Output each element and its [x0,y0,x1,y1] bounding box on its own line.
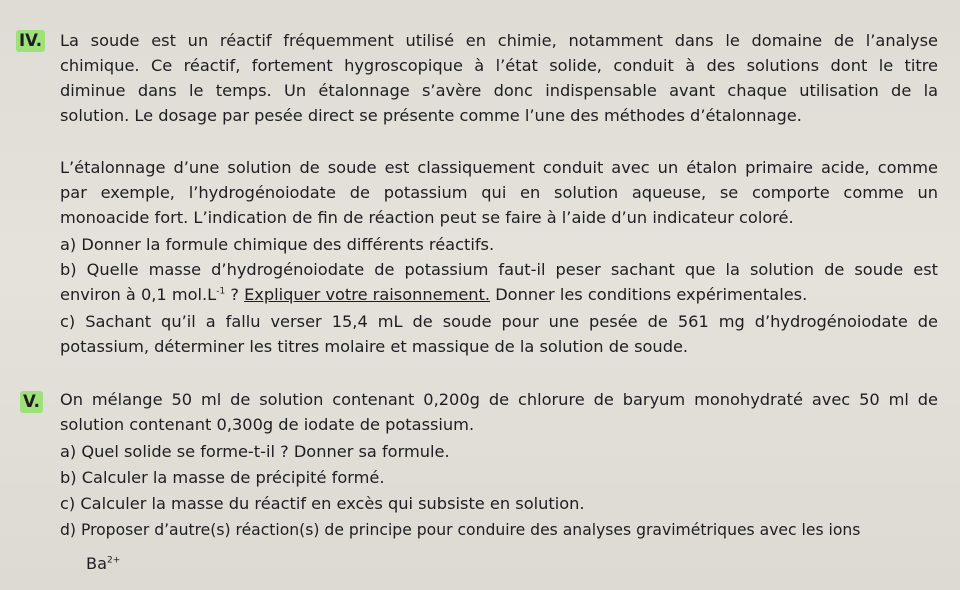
exercise-iv-intro-line-4: solution. Le dosage par pesée direct se présente comme l’une des méthodes d’étalonnage. [60,106,802,125]
exercise-v-question-c: c) Calculer la masse du réactif en excès qui subsiste en solution. [60,494,585,513]
question-b-text-mid: ? [225,285,245,304]
unit-exponent: -1 [216,286,226,297]
exercise-iv-intro-line-2: chimique. Ce réactif, fortement hygroscopique à l’état solide, conduit à des solutions dont le titre [60,56,938,75]
question-b-text-post: Donner les conditions expérimentales. [490,285,808,304]
exercise-v-question-a: a) Quel solide se forme-t-il ? Donner sa formule. [60,442,450,461]
exercise-v-number: V. [20,391,43,413]
exercise-iv-para2-line-2: par exemple, l’hydrogénoiodate de potassium qui en solution aqueuse, se comporte comme un [60,183,938,202]
exercise-iv-question-a: a) Donner la formule chimique des différents réactifs. [60,235,495,254]
barium-ion-formula [86,553,938,575]
exercise-iv-intro-line-3: diminue dans le temps. Un étalonnage s’avère donc indispensable avant chaque utilisation de la [60,81,938,100]
ion-charge: 2+ [107,555,121,566]
exercise-iv-intro-line-1: La soude est un réactif fréquemment utilisé en chimie, notamment dans le domaine de l’analyse [60,31,938,50]
ion-symbol: Ba [86,554,108,573]
exercise-iv-question-b-line-2 [60,284,938,306]
exercise-v-intro-line-2: solution contenant 0,300g de iodate de potassium. [60,415,475,434]
exercise-iv-question-c-line-2: potassium, déterminer les titres molaire et massique de la solution de soude. [60,337,689,356]
question-b-underlined-instruction: Expliquer votre raisonnement. [244,285,491,304]
exercise-iv-question-c-line-1: c) Sachant qu’il a fallu verser 15,4 mL de soude pour une pesée de 561 mg d’hydrogénoiodate de [60,312,938,331]
exercise-iv-question-b-line-1: b) Quelle masse d’hydrogénoiodate de potassium faut-il peser sachant que la solution de soude est [60,260,938,279]
question-b-text-pre: environ à 0,1 mol.L [60,285,217,304]
exercise-v-question-d: d) Proposer d’autre(s) réaction(s) de principe pour conduire des analyses gravimétriques avec les ions [60,521,861,539]
exercise-iv-para2-line-3: monoacide fort. L’indication de fin de réaction peut se faire à l’aide d’un indicateur coloré. [60,208,794,227]
exercise-v-intro-line-1: On mélange 50 ml de solution contenant 0,200g de chlorure de baryum monohydraté avec 50 ml de [60,390,938,409]
exercise-iv-number: IV. [16,30,45,52]
exercise-iv-para2-line-1: L’étalonnage d’une solution de soude est classiquement conduit avec un étalon primaire acide, comme [60,158,938,177]
exercise-v-question-b: b) Calculer la masse de précipité formé. [60,468,385,487]
